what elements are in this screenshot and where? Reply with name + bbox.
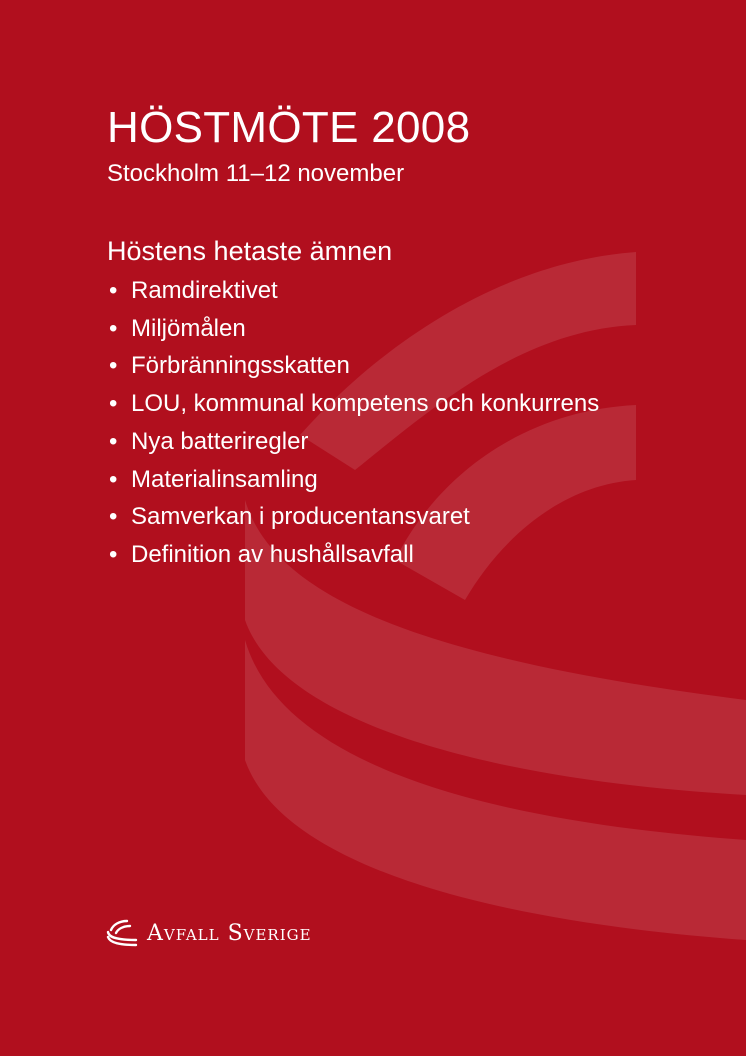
bullet-icon: • [109,352,118,380]
bullet-icon: • [109,427,118,455]
bullet-icon: • [109,314,118,342]
bullet-icon: • [109,503,118,531]
list-item [107,461,727,499]
list-item [107,423,727,461]
topics-heading: Höstens hetaste ämnen [107,236,393,266]
topic-label: LOU, kommunal kompetens och konkurrens [131,390,600,418]
bullet-icon: • [109,277,118,304]
topics-list [107,272,727,574]
list-item [107,536,727,574]
list-item [107,385,727,423]
organization-name: Avfall Sverige [147,920,312,946]
list-item [107,498,727,536]
topic-label: Materialinsamling [131,465,318,493]
page-title: HÖSTMÖTE 2008 [107,103,471,152]
list-item [107,272,727,310]
bullet-icon: • [109,390,118,418]
topic-label: Samverkan i producentansvaret [131,503,470,531]
bullet-icon: • [109,540,118,568]
topic-label: Ramdirektivet [131,277,278,304]
list-item [107,347,727,385]
topic-label: Nya batteriregler [131,427,309,455]
topic-label: Definition av hushållsavfall [131,540,414,568]
bullet-icon: • [109,465,118,493]
topic-label: Förbränningsskatten [131,352,350,380]
avfall-sverige-logo-icon [105,918,139,948]
topic-label: Miljömålen [131,314,246,342]
cover-content [107,100,727,574]
event-location-date: Stockholm 11–12 november [107,160,405,187]
list-item [107,310,727,348]
avfall-sverige-logo [105,918,312,948]
